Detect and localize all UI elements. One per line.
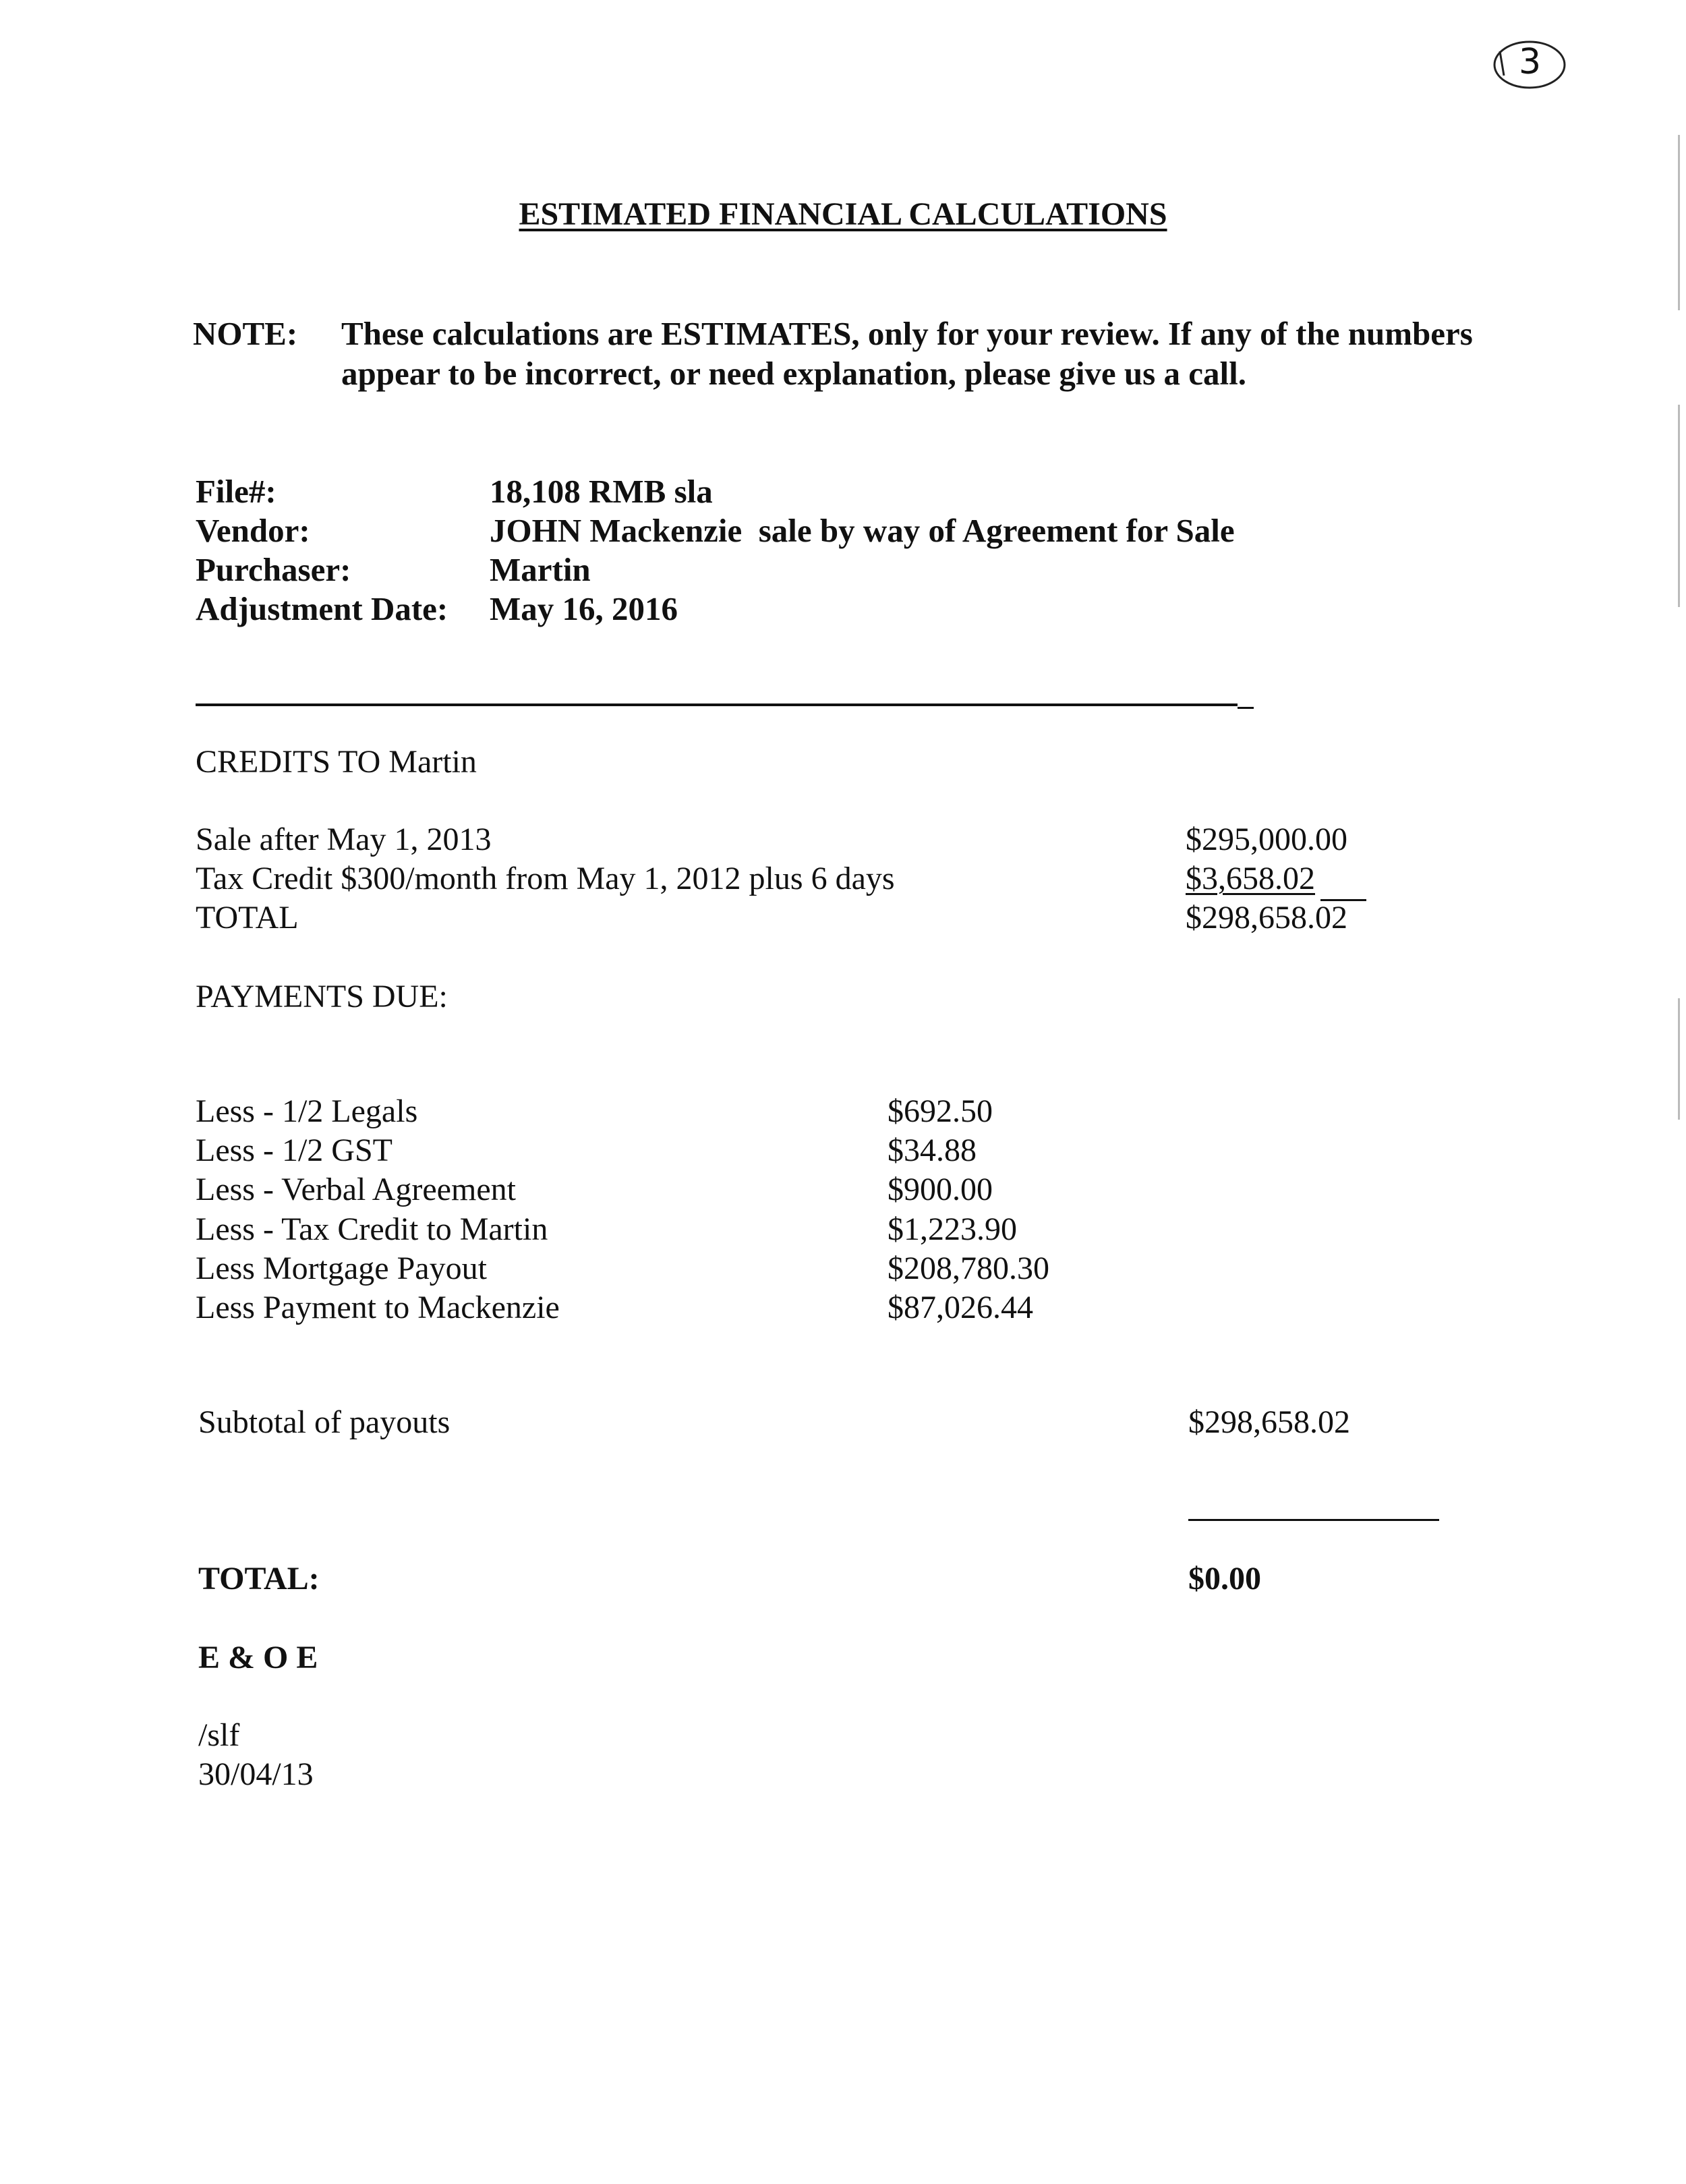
payments-heading: PAYMENTS DUE:: [196, 979, 448, 1014]
payment-amount: $1,223.90: [888, 1211, 1017, 1247]
eoe-mark: E & O E: [198, 1640, 318, 1675]
note-label: NOTE:: [193, 315, 298, 352]
page-number: 3: [1519, 42, 1542, 82]
purchaser-value: Martin: [490, 551, 591, 588]
total-rule: [1188, 1519, 1439, 1521]
payment-amount: $900.00: [888, 1172, 993, 1207]
credits-heading: CREDITS TO Martin: [196, 744, 477, 780]
prepared-date: 30/04/13: [198, 1756, 314, 1792]
vendor-label: Vendor:: [196, 512, 310, 549]
vendor-value: JOHN Mackenzie sale by way of Agreement for Sale: [490, 512, 1235, 549]
payment-label: Less - 1/2 GST: [196, 1132, 393, 1168]
section-divider: [196, 703, 1238, 706]
note-text-line2: appear to be incorrect, or need explanation, please give us a call.: [341, 355, 1246, 392]
payment-label: Less - Verbal Agreement: [196, 1172, 516, 1207]
payment-amount: $208,780.30: [888, 1251, 1049, 1286]
payment-label: Less Mortgage Payout: [196, 1251, 487, 1286]
page-number-stamp: [1489, 36, 1567, 92]
credit-label-sale: Sale after May 1, 2013: [196, 822, 492, 857]
payment-amount: $87,026.44: [888, 1290, 1033, 1325]
credit-amount-total: $298,658.02: [1186, 900, 1347, 936]
credit-label-tax: Tax Credit $300/month from May 1, 2012 plus 6 days: [196, 861, 895, 896]
file-value: 18,108 RMB sla: [490, 473, 713, 510]
subtotal-label: Subtotal of payouts: [198, 1404, 450, 1440]
payment-label: Less - 1/2 Legals: [196, 1093, 418, 1129]
preparer-initials: /slf: [198, 1717, 240, 1753]
total-label: TOTAL:: [198, 1561, 320, 1597]
scan-edge-mark: [1678, 998, 1680, 1120]
credit-label-total: TOTAL: [196, 900, 299, 936]
adjustment-date-label: Adjustment Date:: [196, 590, 448, 627]
payment-label: Less - Tax Credit to Martin: [196, 1211, 548, 1247]
purchaser-label: Purchaser:: [196, 551, 351, 588]
subtotal-amount: $298,658.02: [1188, 1404, 1350, 1440]
adjustment-date-value: May 16, 2016: [490, 590, 678, 627]
payment-amount: $692.50: [888, 1093, 993, 1129]
file-label: File#:: [196, 473, 277, 510]
payment-label: Less Payment to Mackenzie: [196, 1290, 560, 1325]
total-amount: $0.00: [1188, 1561, 1261, 1597]
document-title: ESTIMATED FINANCIAL CALCULATIONS: [519, 196, 1167, 232]
payment-amount: $34.88: [888, 1132, 977, 1168]
section-divider-tail: [1238, 707, 1254, 709]
credit-amount-tax: $3,658.02: [1186, 861, 1315, 896]
scan-edge-mark: [1678, 405, 1680, 607]
note-text-line1: These calculations are ESTIMATES, only for your review. If any of the numbers: [341, 315, 1473, 352]
credit-amount-sale: $295,000.00: [1186, 822, 1347, 857]
